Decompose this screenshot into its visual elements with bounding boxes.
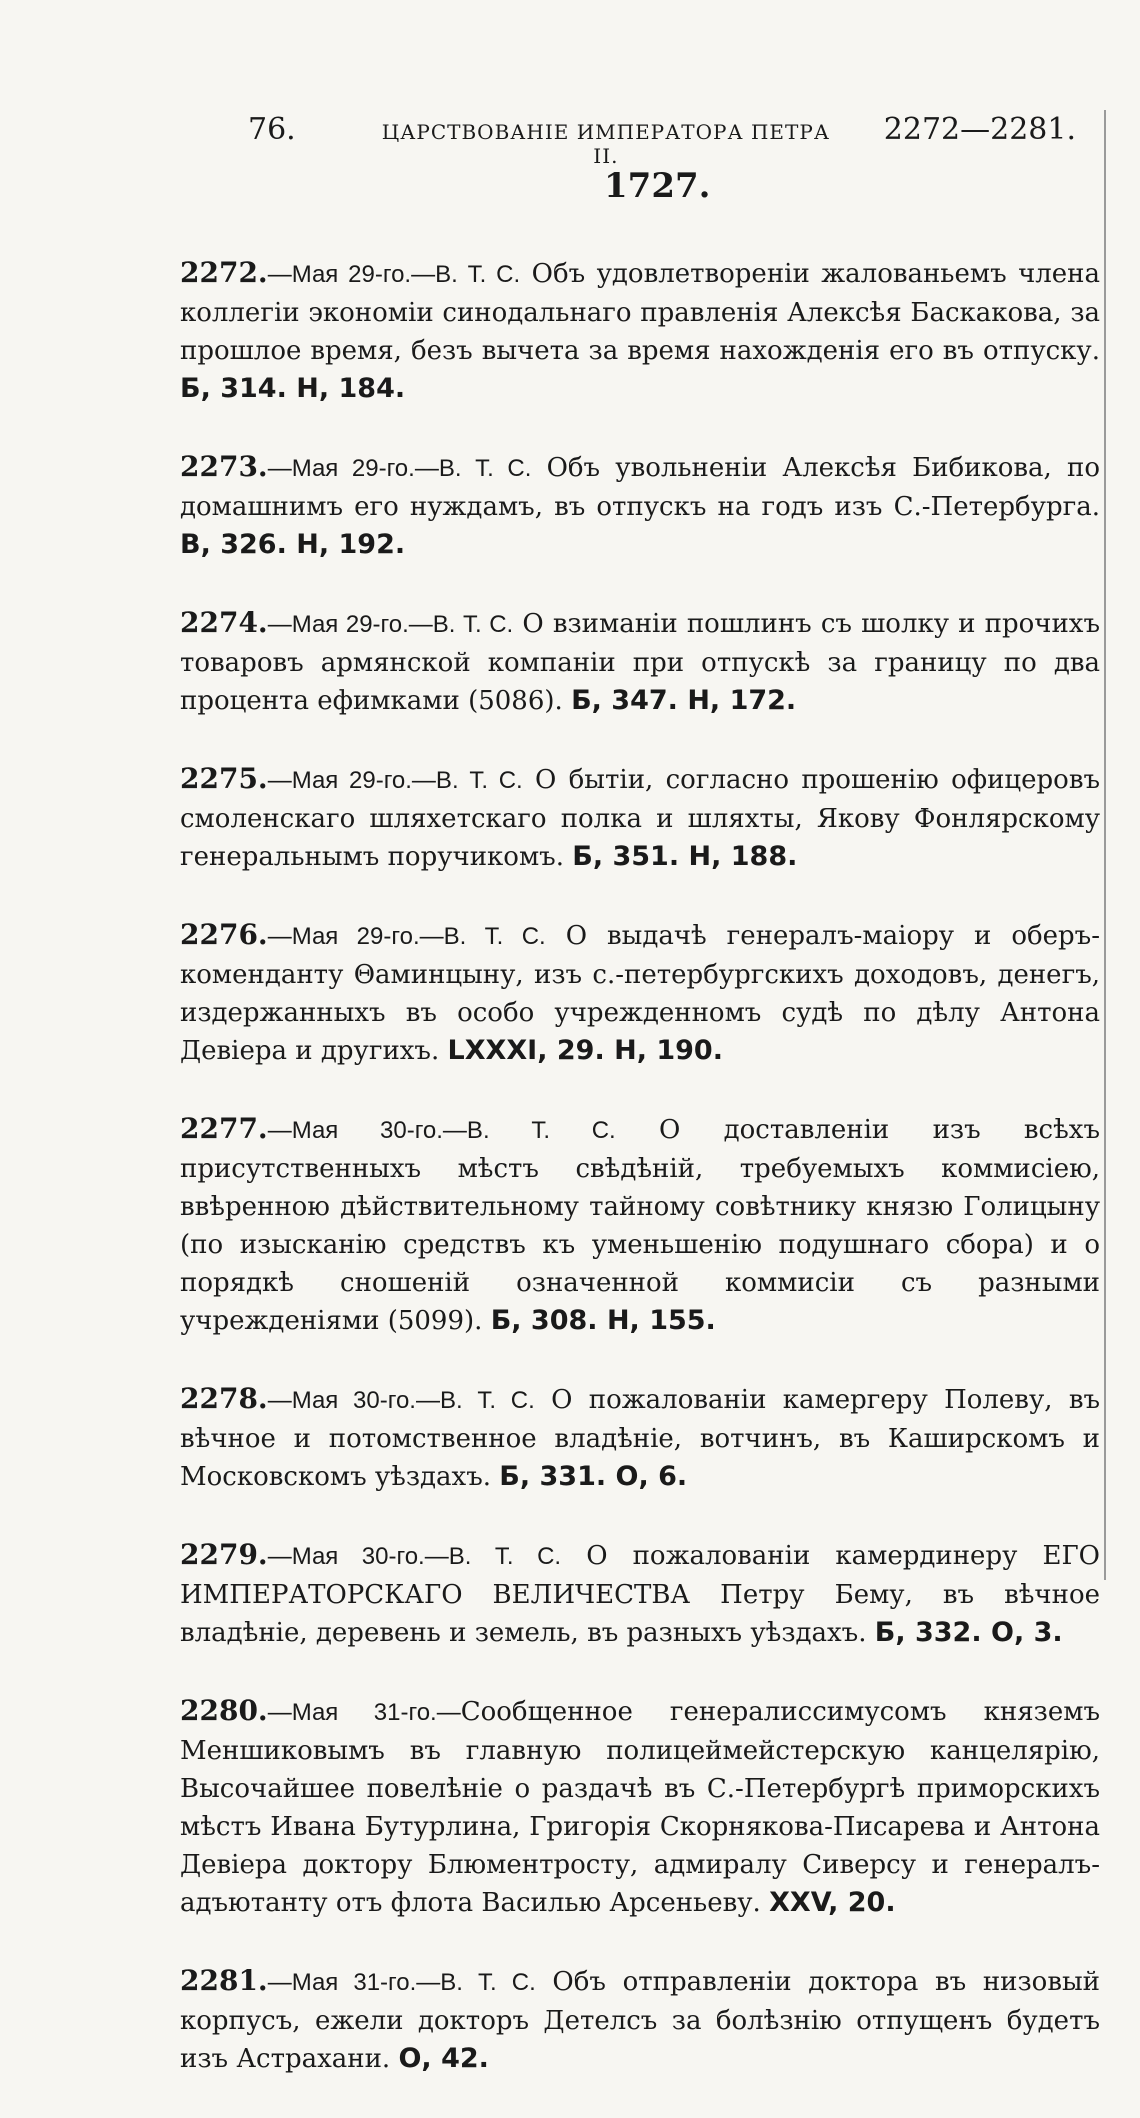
running-title: ЦАРСТВОВАНIЕ ИМПЕРАТОРА ПЕТРА II.	[381, 120, 830, 168]
entry-refs: В, 326. Н, 192.	[180, 529, 406, 560]
entry-date: —Мая 29-го.—В. Т. С.	[267, 611, 514, 638]
entry-number: 2274.	[180, 606, 268, 639]
entry	[180, 760, 1100, 876]
entry-text: Сообщенное генералиссимусомъ княземъ Меншиковымъ въ главную полицеймейстерскую канцелярiю, Высочайшее повелѣнiе о раздачѣ въ С.-Петербургѣ приморскихъ мѣстъ Ивана Бутурлина, Григорiя Скорнякова-Писарева и Антона Девiера доктору Блюментросту, адмиралу Сиверсу и генералъ-адъютанту отъ флота Василью Арсеньеву.	[180, 1697, 1100, 1918]
entry-date: —Мая 31-го.—В. Т. С.	[267, 1969, 536, 1996]
entry-refs: Б, 351. Н, 188.	[572, 841, 798, 872]
page-number: 76.	[248, 112, 296, 147]
entry-date: —Мая 30-го.—В. Т. С.	[267, 1543, 562, 1570]
entry-text: О бытiи, согласно прошенiю офицеровъ смоленскаго шляхетскаго полка и шляхты, Якову Фонлярскому генеральнымъ поручикомъ.	[180, 765, 1101, 872]
entry-number: 2280.	[180, 1694, 268, 1727]
entry	[180, 448, 1100, 564]
entry-number: 2281.	[180, 1964, 268, 1997]
entry	[180, 1692, 1100, 1922]
entry-number: 2276.	[180, 918, 268, 951]
entry-refs: XXV, 20.	[769, 1887, 896, 1918]
entry-date: —Мая 29-го.—В. Т. С.	[267, 923, 546, 950]
entry-text: Объ отправленiи доктора въ низовый корпусъ, ежели докторъ Детелсъ за болѣзнiю отпущенъ будетъ изъ Астрахани.	[180, 1967, 1100, 2074]
year-heading: 1727.	[604, 166, 711, 206]
entry-text: Объ увольненiи Алексѣя Бибикова, по домашнимъ его нуждамъ, въ отпускъ на годъ изъ С.-Петербурга.	[180, 453, 1100, 522]
entry-text: О пожалованiи камердинеру ЕГО ИМПЕРАТОРСКАГО ВЕЛИЧЕСТВА Петру Бему, въ вѣчное владѣнiе, деревень и земель, въ разныхъ уѣздахъ.	[180, 1541, 1100, 1648]
entry-date: —Мая 30-го.—В. Т. С.	[267, 1387, 535, 1414]
entry-text: О взиманiи пошлинъ съ шолку и прочихъ товаровъ армянской компанiи при отпускѣ за границу по два процента ефимками (5086).	[180, 609, 1100, 716]
entry-refs: LXXXI, 29. Н, 190.	[447, 1035, 723, 1066]
entry	[180, 1380, 1100, 1496]
entry-refs: Б, 314. Н, 184.	[180, 373, 406, 404]
entry	[180, 916, 1100, 1070]
entry-refs: Б, 332. О, 3.	[874, 1617, 1063, 1648]
entry-text: О пожалованiи камергеру Полеву, въ вѣчное и потомственное владѣнiе, вотчинъ, въ Каширскомъ и Московскомъ уѣздахъ.	[180, 1385, 1101, 1492]
entry	[180, 604, 1100, 720]
entry-refs: О, 42.	[398, 2043, 489, 2074]
entry	[180, 1536, 1100, 1652]
entry-number: 2273.	[180, 450, 268, 483]
entry-text: Объ удовлетворенiи жалованьемъ члена коллегiи экономiи синодальнаго правленiя Алексѣя Баскакова, за прошлое время, безъ вычета за время нахожденiя его въ отпуску.	[180, 259, 1101, 366]
entry	[180, 1110, 1100, 1340]
entry-text: О выдачѣ генералъ-маiору и оберъ-коменданту Θаминцыну, изъ с.-петербургскихъ доходовъ, денегъ, издержанныхъ въ особо учрежденномъ судѣ по дѣлу Антона Девiера и другихъ.	[180, 921, 1100, 1066]
entry-refs: Б, 331. О, 6.	[499, 1461, 688, 1492]
entry-number: 2278.	[180, 1382, 268, 1415]
running-head	[248, 112, 1076, 168]
entry-date: —Мая 29-го.—В. Т. С.	[267, 767, 523, 794]
entry-number: 2277.	[180, 1112, 268, 1145]
entry	[180, 1962, 1100, 2078]
entry-number: 2279.	[180, 1538, 268, 1571]
entry-number: 2272.	[180, 256, 268, 289]
entry-refs: Б, 347. Н, 172.	[571, 685, 797, 716]
entry-text: О доставленiи изъ всѣхъ присутственныхъ мѣстъ свѣдѣнiй, требуемыхъ коммисiею, ввѣренною дѣйствительному тайному совѣтнику князю Голицыну (по изысканiю средствъ къ уменьшенiю подушнаго сбора) и о порядкѣ сношенiй означенной коммисiи съ разными учрежденiями (5099).	[180, 1115, 1101, 1336]
entry-range: 2272—2281.	[883, 112, 1076, 147]
entry-date: —Мая 29-го.—В. Т. С.	[267, 455, 532, 482]
entry-refs: Б, 308. Н, 155.	[490, 1305, 716, 1336]
entry	[180, 254, 1100, 408]
page-edge-line	[1104, 110, 1106, 1580]
entries-list	[180, 228, 1100, 2118]
entry-date: —Мая 30-го.—В. Т. С.	[267, 1117, 616, 1144]
entry-date: —Мая 31-го.—	[267, 1699, 461, 1726]
entry-number: 2275.	[180, 762, 268, 795]
entry-date: —Мая 29-го.—В. Т. С.	[267, 261, 521, 288]
